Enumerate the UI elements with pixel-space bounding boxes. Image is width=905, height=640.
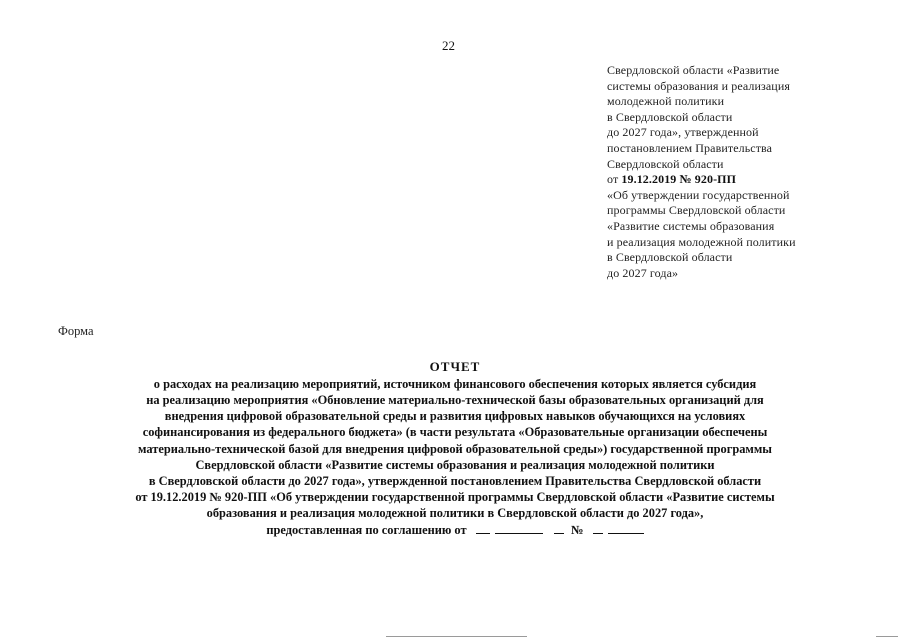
approval-block: [607, 63, 897, 281]
report-line: о расходах на реализацию мероприятий, источником финансового обеспечения которых является субсидия: [153, 376, 757, 391]
report-line: Свердловской области «Развитие системы образования и реализация молодежной политики: [195, 457, 715, 472]
approval-line: до 2027 года», утвержденной: [607, 125, 759, 140]
agreement-number-blank-short: [554, 522, 564, 534]
report-line: от 19.12.2019 № 920-ПП «Об утверждении государственной программы Свердловской области «Развитие системы: [135, 490, 775, 505]
approval-line: до 2027 года»: [607, 265, 679, 280]
report-line: на реализацию мероприятия «Обновление материально-технической базы образовательных организаций для: [146, 392, 764, 407]
form-label: Форма: [58, 324, 94, 338]
report-line: материально-технической базой для внедрения цифровой образовательной среды») государственной программы: [138, 441, 772, 456]
page-number: 22: [442, 38, 455, 53]
report-line: образования и реализация молодежной политики в Свердловской области до 2027 года»,: [206, 506, 704, 521]
agreement-line: [20, 522, 890, 538]
agreement-number-sign: №: [570, 522, 584, 537]
report-line: софинансирования из федерального бюджета» (в части результата «Образовательные организации обеспечены: [142, 425, 768, 440]
agreement-number-blank-b: [608, 522, 644, 534]
approval-line: «Об утверждении государственной: [607, 187, 790, 202]
approval-line: постановлением Правительства: [607, 140, 773, 155]
footer-rule-right: [876, 636, 898, 637]
approval-date-number: 19.12.2019 № 920-ПП: [621, 172, 737, 187]
agreement-date-blank: [495, 522, 543, 534]
footer-rule-left: [386, 636, 527, 637]
approval-line: в Свердловской области: [607, 250, 733, 265]
approval-date-line: [607, 172, 897, 188]
approval-line: программы Свердловской области: [607, 203, 786, 218]
agreement-date-blank-short: [476, 522, 490, 534]
approval-line: и реализация молодежной политики: [607, 234, 796, 249]
report-title: ОТЧЕТ: [429, 359, 481, 374]
approval-line: системы образования и реализация: [607, 78, 790, 93]
agreement-prefix: предоставленная по соглашению от: [266, 522, 467, 537]
report-heading: [20, 359, 890, 538]
approval-line: в Свердловской области: [607, 109, 733, 124]
approval-line: Свердловской области «Развитие: [607, 63, 780, 77]
approval-line: молодежной политики: [607, 94, 725, 109]
approval-line: Свердловской области: [607, 156, 724, 171]
report-line: внедрения цифровой образовательной среды и развития цифровых навыков обучающихся на условиях: [164, 409, 746, 424]
approval-date-prefix: от: [607, 172, 619, 187]
agreement-number-blank-a: [593, 522, 603, 534]
report-line: в Свердловской области до 2027 года», утвержденной постановлением Правительства Свердловской области: [148, 473, 762, 488]
approval-line: «Развитие системы образования: [607, 218, 775, 233]
